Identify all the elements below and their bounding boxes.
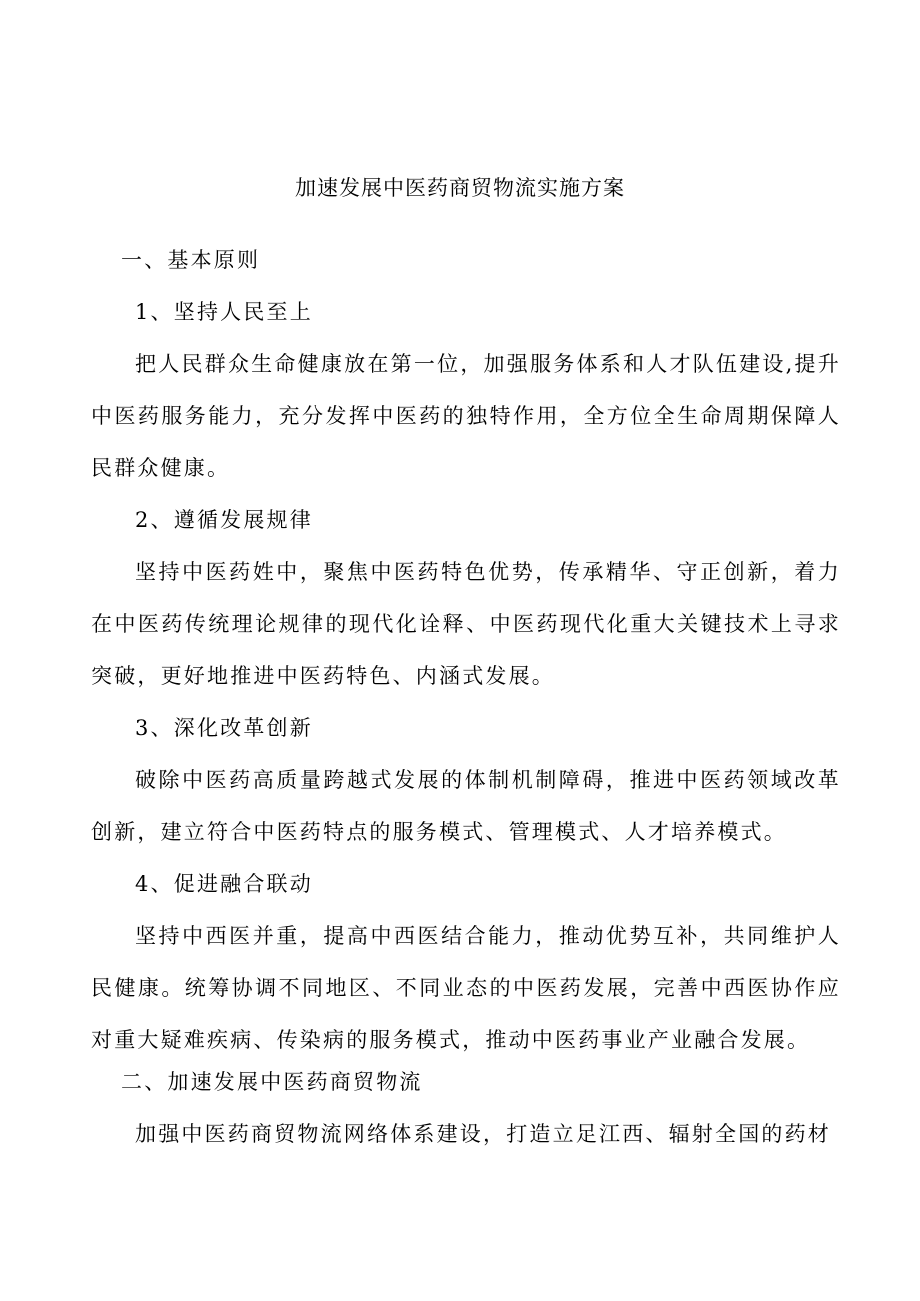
paragraph-follow-rules: 坚持中医药姓中，聚焦中医药特色优势，传承精华、守正创新，着力在中医药传统理论规律的现代化诠释、中医药现代化重大关键技术上寻求突破，更好地推进中医药特色、内涵式发展。	[91, 560, 841, 688]
subsection-heading-people-first: 1、坚持人民至上	[135, 300, 313, 324]
subsection-heading-reform-innovation: 3、深化改革创新	[135, 716, 313, 740]
paragraph-people-first: 把人民群众生命健康放在第一位，加强服务体系和人才队伍建设,提升中医药服务能力，充分发挥中医药的独特作用，全方位全生命周期保障人民群众健康。	[91, 352, 841, 480]
section-heading-logistics: 二、加速发展中医药商贸物流	[121, 1070, 423, 1094]
document-title: 加速发展中医药商贸物流实施方案	[295, 176, 625, 200]
document-body	[91, 234, 841, 1160]
paragraph-reform-innovation: 破除中医药高质量跨越式发展的体制机制障碍，推进中医药领域改革创新，建立符合中医药特点的服务模式、管理模式、人才培养模式。	[91, 768, 841, 844]
subsection-heading-integration: 4、促进融合联动	[135, 872, 313, 896]
paragraph-integration: 坚持中西医并重，提高中西医结合能力，推动优势互补，共同维护人民健康。统筹协调不同地区、不同业态的中医药发展，完善中西医协作应对重大疑难疾病、传染病的服务模式，推动中医药事业产业融合发展。	[91, 924, 841, 1052]
section-heading-basic-principles: 一、基本原则	[121, 248, 261, 272]
paragraph-logistics: 加强中医药商贸物流网络体系建设，打造立足江西、辐射全国的药材	[135, 1122, 831, 1146]
subsection-heading-follow-rules: 2、遵循发展规律	[135, 508, 313, 532]
